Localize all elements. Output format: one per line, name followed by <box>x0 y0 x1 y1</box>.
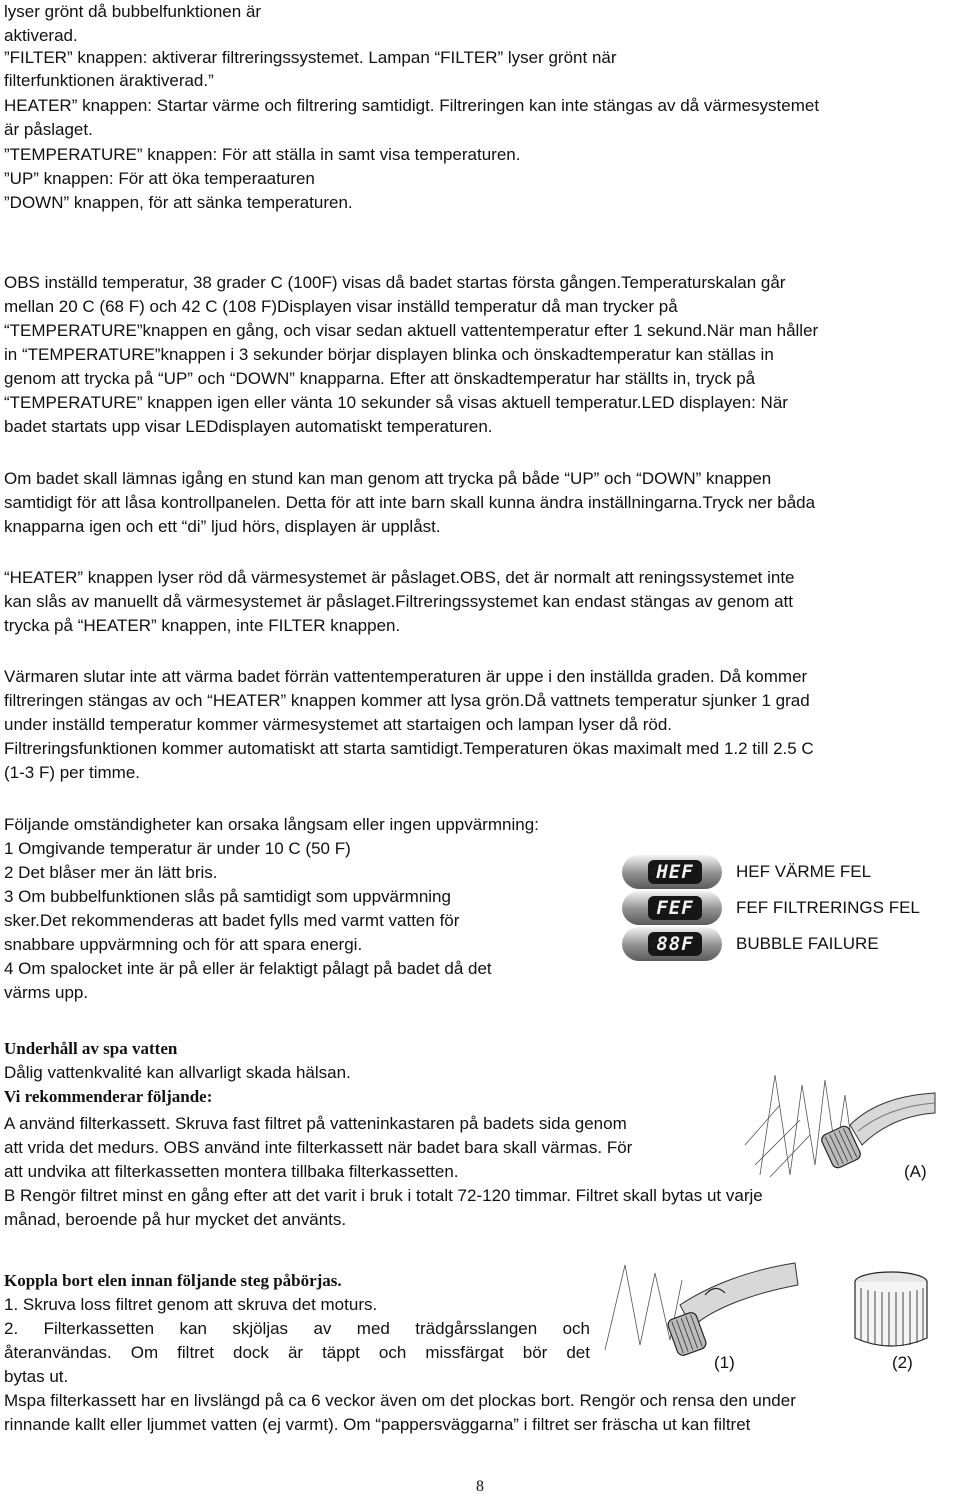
lcd-display: FEF <box>648 896 702 920</box>
text-line: är påslaget. <box>4 120 93 139</box>
text-line: Följande omständigheter kan orsaka långsam eller ingen uppvärmning: <box>4 815 539 834</box>
list-item: bytas ut. <box>4 1367 69 1386</box>
display-button-icon <box>622 855 722 889</box>
text-line: Om badet skall lämnas igång en stund kan man genom att trycka på både “UP” och “DOWN” knappen <box>4 469 772 488</box>
list-item: snabbare uppvärmning och för att spara energi. <box>4 935 363 954</box>
text-line: A använd filterkassett. Skruva fast filtret på vatteninkastaren på badets sida genom <box>4 1114 627 1133</box>
text-line: knapparna igen och ett “di” ljud hörs, displayen är upplåst. <box>4 517 441 536</box>
text-line: rinnande kallt eller ljummet vatten (ej varmt). Om “pappersväggarna” i filtret ser fräscha ut kan filtret <box>4 1415 751 1434</box>
list-item: 3 Om bubbelfunktionen slås på samtidigt som uppvärmning <box>4 887 451 906</box>
text-line: filtreringen stängas av och “HEATER” knappen kommer att lysa grön.Då vattnets temperatur sjunker 1 grad <box>4 691 810 710</box>
page-number: 8 <box>476 1478 484 1495</box>
lcd-display: HEF <box>648 860 702 884</box>
lcd-display: 88F <box>648 932 702 956</box>
text-line: att undvika att filterkassetten montera tillbaka filterkassetten. <box>4 1162 459 1181</box>
figure-label: (A) <box>904 1162 927 1181</box>
text-line: Filtreringsfunktionen kommer automatiskt att starta samtidigt.Temperaturen ökas maximalt med 1.2 till 2.5 C <box>4 739 814 758</box>
list-item: 1 Omgivande temperatur är under 10 C (50 F) <box>4 839 351 858</box>
list-item: värms upp. <box>4 983 89 1002</box>
error-code-row <box>622 927 944 961</box>
text-line: under inställd temperatur kommer värmesystemet att startaigen och lampan lyser då röd. <box>4 715 673 734</box>
text-line: filterfunktionen äraktiverad.” <box>4 71 214 90</box>
text-line: Mspa filterkassett har en livslängd på ca 6 veckor även om det plockas bort. Rengör och rensa den under <box>4 1391 796 1410</box>
text-line: aktiverad. <box>4 26 78 45</box>
text-line: mellan 20 C (68 F) och 42 C (108 F)Displayen visar inställd temperatur då man trycker på <box>4 297 678 316</box>
text-line: badet startats upp visar LEDdisplayen automatiskt temperaturen. <box>4 417 493 436</box>
list-item: 4 Om spalocket inte är på eller är felaktigt pålagt på badet då det <box>4 959 492 978</box>
list-item: 1. Skruva loss filtret genom att skruva det moturs. <box>4 1295 378 1314</box>
list-item: sker.Det rekommenderas att badet fylls med varmt vatten för <box>4 911 460 930</box>
text-line: ”DOWN” knappen, för att sänka temperaturen. <box>4 193 353 212</box>
error-code-row <box>622 891 944 925</box>
text-line: (1-3 F) per timme. <box>4 763 141 782</box>
section-heading: Underhåll av spa vatten <box>4 1039 178 1058</box>
text-line: “TEMPERATURE” knappen igen eller vänta 10 sekunder så visas aktuell temperatur.LED displayen: När <box>4 393 788 412</box>
text-line: ”TEMPERATURE” knappen: För att ställa in samt visa temperaturen. <box>4 145 521 164</box>
display-button-icon <box>622 927 722 961</box>
text-line: trycka på “HEATER” knappen, inte FILTER knappen. <box>4 616 401 635</box>
section-subheading: Vi rekommenderar följande: <box>4 1087 213 1106</box>
error-code-row <box>622 855 944 889</box>
list-item: återanvändas. Om filtret dock är täppt och missfärgat bör det <box>4 1343 590 1362</box>
list-item: 2. Filterkassetten kan skjöljas av med trädgårsslangen och <box>4 1319 590 1338</box>
text-line: “HEATER” knappen lyser röd då värmesystemet är påslaget.OBS, det är normalt att reningssystemet inte <box>4 568 795 587</box>
error-code-label: BUBBLE FAILURE <box>736 934 879 953</box>
text-line: “TEMPERATURE”knappen en gång, och visar sedan aktuell vattentemperatur efter 1 sekund.När man håller <box>4 321 819 340</box>
figure-label: (1) <box>714 1353 735 1372</box>
text-line: genom att trycka på “UP” och “DOWN” knapparna. Efter att önskadtemperatur har ställts in, tryck på <box>4 369 756 388</box>
text-line: B Rengör filtret minst en gång efter att det varit i bruk i totalt 72-120 timmar. Filtret skall bytas ut varje <box>4 1186 763 1205</box>
text-line: Värmaren slutar inte att värma badet förrän vattentemperaturen är uppe i den inställda graden. Då kommer <box>4 667 808 686</box>
text-line: lyser grönt då bubbelfunktionen är <box>4 2 262 21</box>
text-line: samtidigt för att låsa kontrollpanelen. Detta för att inte barn skall kunna ändra inställningarna.Tryck ner båda <box>4 493 816 512</box>
display-button-icon <box>622 891 722 925</box>
text-line: OBS inställd temperatur, 38 grader C (100F) visas då badet startas första gången.Temperaturskalan går <box>4 273 786 292</box>
text-line: HEATER” knappen: Startar värme och filtrering samtidigt. Filtreringen kan inte stängas av då värmesystemet <box>4 96 820 115</box>
text-line: månad, beroende på hur mycket det använts. <box>4 1210 347 1229</box>
filter-removal-illustration <box>600 1255 800 1360</box>
error-code-label: HEF VÄRME FEL <box>736 862 872 881</box>
figure-label: (2) <box>892 1353 913 1372</box>
text-line: ”FILTER” knappen: aktiverar filtreringssystemet. Lampan “FILTER” lyser grönt när <box>4 48 617 67</box>
list-item: 2 Det blåser mer än lätt bris. <box>4 863 218 882</box>
text-line: in “TEMPERATURE”knappen i 3 sekunder börjar displayen blinka och önskadtemperatur kan ställas in <box>4 345 774 364</box>
text-line: ”UP” knappen: För att öka temperaaturen <box>4 169 315 188</box>
error-code-label: FEF FILTRERINGS FEL <box>736 898 920 917</box>
text-line: att vrida det medurs. OBS använd inte filterkassett när badet bara skall värmas. För <box>4 1138 633 1157</box>
section-heading: Koppla bort elen innan följande steg påbörjas. <box>4 1271 342 1290</box>
filter-cartridge-illustration <box>846 1270 936 1352</box>
text-line: Dålig vattenkvalité kan allvarligt skada hälsan. <box>4 1063 351 1082</box>
text-line: kan slås av manuellt då värmesystemet är påslaget.Filtreringssystemet kan endast stängas av genom att <box>4 592 793 611</box>
